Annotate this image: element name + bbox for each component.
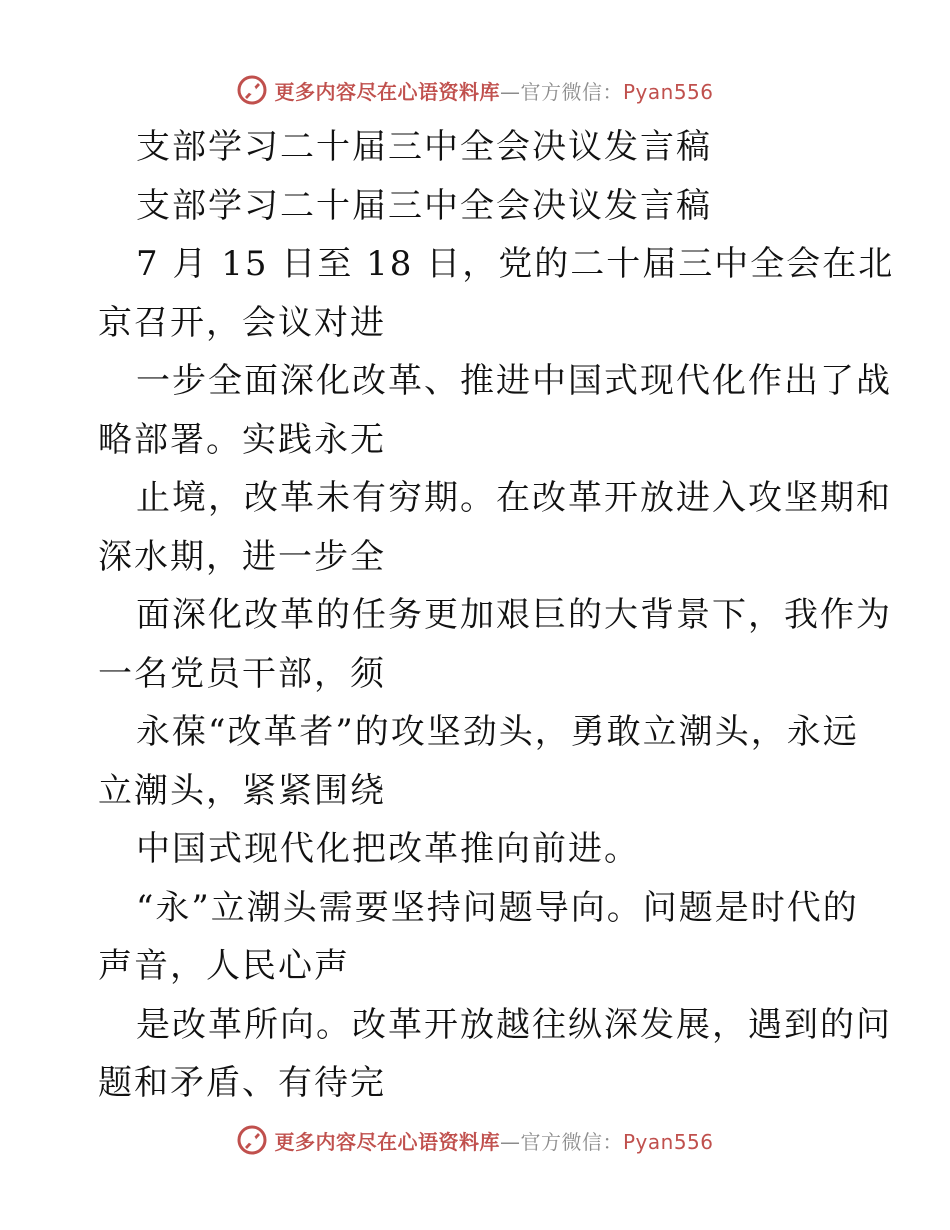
footer-banner-content bbox=[236, 1124, 713, 1156]
text-line: 是改革所向。改革开放越往纵深发展，遇到的问 bbox=[136, 1004, 892, 1045]
header-banner-text bbox=[274, 76, 713, 105]
text-line: 声音，人民心声 bbox=[98, 946, 350, 986]
promo-text: 更多内容尽在心语资料库 bbox=[274, 79, 500, 104]
text-line: 7 月 15 日至 18 日，党的二十届三中全会在北 bbox=[136, 244, 895, 284]
wechat-label: 官方微信： bbox=[520, 79, 623, 104]
text-line: 中国式现代化把改革推向前进。 bbox=[136, 829, 640, 869]
wechat-id: Pyan556 bbox=[622, 1129, 714, 1154]
wechat-id: Pyan556 bbox=[622, 79, 714, 104]
text-line: 一步全面深化改革、推进中国式现代化作出了战 bbox=[136, 361, 892, 401]
text-line: 一名党员干部，须 bbox=[98, 653, 386, 694]
wechat-label: 官方微信： bbox=[520, 1129, 623, 1154]
separator: — bbox=[499, 1129, 521, 1154]
text-line: 立潮头，紧紧围绕 bbox=[98, 770, 386, 811]
text-line: 京召开，会议对进 bbox=[98, 302, 386, 343]
text-line: 面深化改革的任务更加艰巨的大背景下，我作为 bbox=[136, 595, 892, 635]
promo-text: 更多内容尽在心语资料库 bbox=[274, 1129, 500, 1154]
text-line: “永”立潮头需要坚持问题导向。问题是时代的 bbox=[136, 887, 859, 928]
text-line: 支部学习二十届三中全会决议发言稿 bbox=[136, 127, 712, 167]
footer-banner bbox=[0, 1120, 950, 1160]
text-line: 永葆“改革者”的攻坚劲头，勇敢立潮头，永远 bbox=[136, 712, 859, 752]
header-banner-content bbox=[236, 74, 713, 106]
quill-logo-icon bbox=[236, 74, 268, 106]
text-line: 略部署。实践永无 bbox=[98, 419, 386, 460]
quill-logo-icon bbox=[236, 1124, 268, 1156]
text-line: 深水期，进一步全 bbox=[98, 536, 386, 577]
separator: — bbox=[499, 79, 521, 104]
footer-banner-text bbox=[274, 1126, 713, 1155]
text-line: 止境，改革未有穷期。在改革开放进入攻坚期和 bbox=[136, 478, 892, 518]
header-banner bbox=[0, 70, 950, 110]
text-line: 支部学习二十届三中全会决议发言稿 bbox=[136, 185, 712, 226]
text-line: 题和矛盾、有待完 bbox=[98, 1063, 386, 1103]
document-body bbox=[98, 118, 895, 1113]
